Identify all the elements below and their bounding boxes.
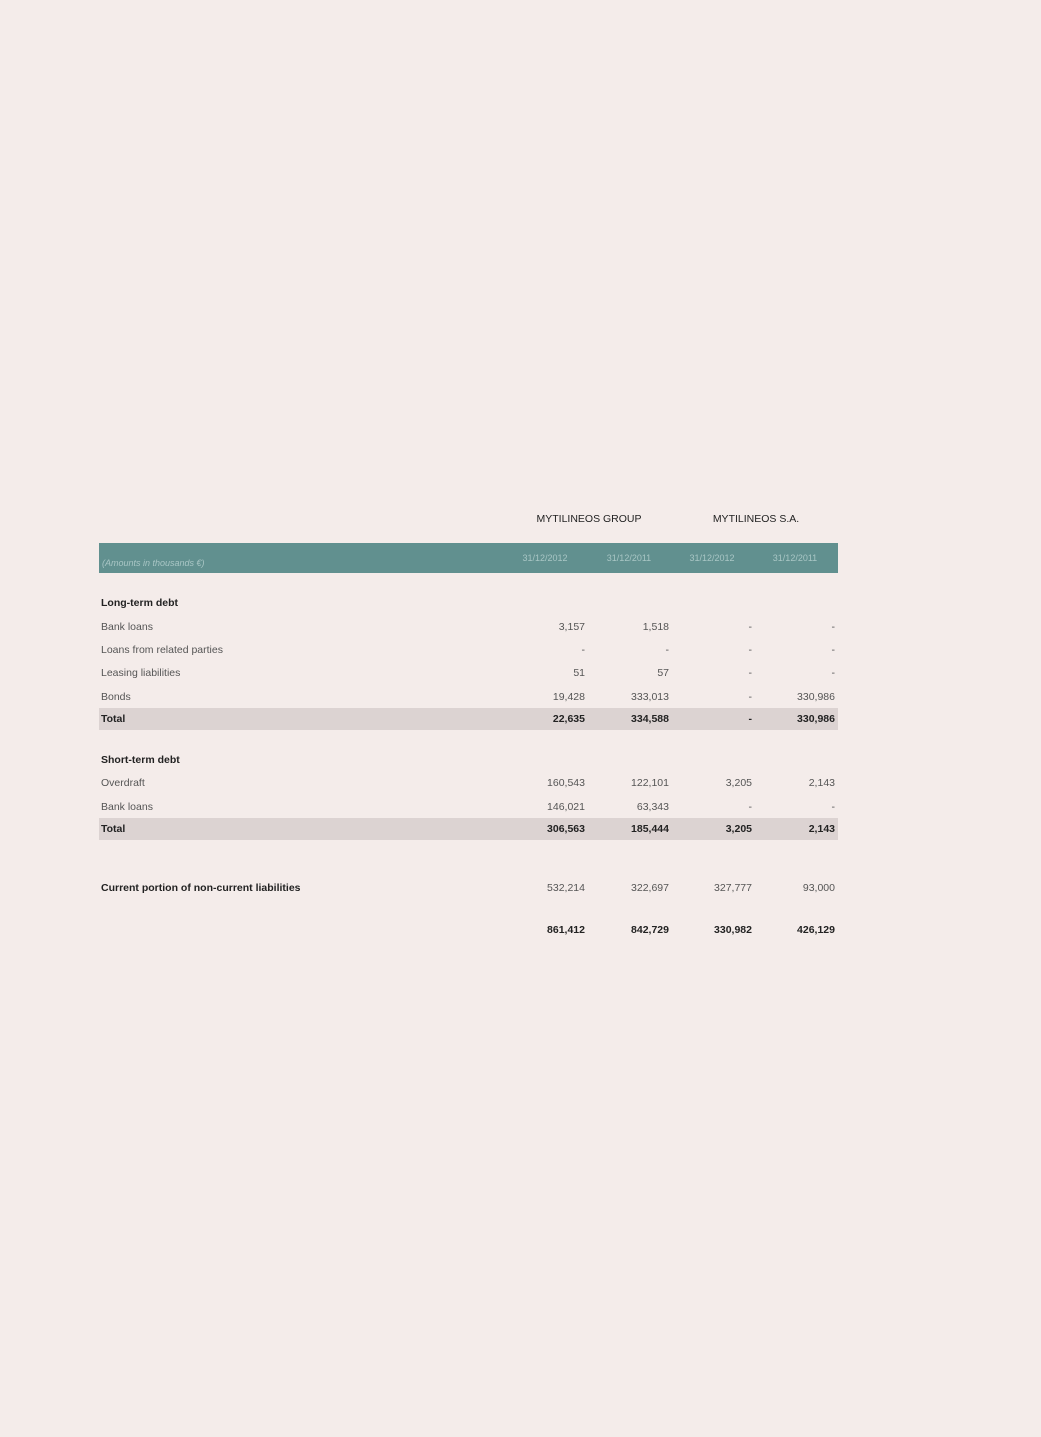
row-label: Loans from related parties	[101, 644, 223, 656]
row-label: Bank loans	[101, 621, 153, 633]
cell-value: 322,697	[631, 882, 669, 894]
table-row	[99, 796, 838, 818]
date-header-group-2011: 31/12/2011	[606, 553, 652, 563]
cell-value: -	[831, 644, 835, 656]
cell-value: -	[581, 644, 585, 656]
cell-value: 2,143	[808, 777, 835, 789]
cell-value: 333,013	[631, 691, 669, 703]
row-label: Bonds	[101, 691, 131, 703]
company-column-header: MYTILINEOS S.A.	[712, 513, 800, 525]
cell-value: 160,543	[547, 777, 585, 789]
date-header-sa-2011: 31/12/2011	[772, 553, 818, 563]
row-label: Bank loans	[101, 801, 153, 813]
section-label: Long-term debt	[101, 597, 178, 609]
cell-value: 22,635	[552, 713, 585, 725]
table-row	[99, 686, 838, 708]
cell-value: 19,428	[552, 691, 585, 703]
cell-value: -	[748, 667, 752, 679]
row-label: Leasing liabilities	[101, 667, 181, 679]
table-row	[99, 662, 838, 684]
cell-value: -	[748, 713, 752, 725]
row-label: Total	[101, 823, 126, 835]
total-row-long-term	[99, 708, 838, 730]
cell-value: 1,518	[642, 621, 669, 633]
cell-value: -	[831, 667, 835, 679]
cell-value: 334,588	[631, 713, 669, 725]
cell-value: 330,982	[714, 924, 752, 936]
row-label: Overdraft	[101, 777, 145, 789]
cell-value: 122,101	[631, 777, 669, 789]
cell-value: 861,412	[547, 924, 585, 936]
cell-value: 330,986	[797, 691, 835, 703]
table-row	[99, 772, 838, 794]
cell-value: 327,777	[714, 882, 752, 894]
cell-value: 426,129	[797, 924, 835, 936]
date-header-group-2012: 31/12/2012	[522, 553, 568, 563]
cell-value: 330,986	[797, 713, 835, 725]
cell-value: -	[665, 644, 669, 656]
section-title-long-term	[99, 592, 838, 614]
cell-value: 185,444	[631, 823, 669, 835]
current-portion-row	[99, 877, 838, 899]
cell-value: -	[748, 801, 752, 813]
cell-value: 842,729	[631, 924, 669, 936]
cell-value: 3,205	[725, 777, 752, 789]
cell-value: 57	[657, 667, 669, 679]
cell-value: 146,021	[547, 801, 585, 813]
section-label: Short-term debt	[101, 754, 180, 766]
table-row	[99, 639, 838, 661]
cell-value: -	[748, 644, 752, 656]
cell-value: -	[831, 801, 835, 813]
cell-value: -	[831, 621, 835, 633]
cell-value: 306,563	[547, 823, 585, 835]
cell-value: 51	[573, 667, 585, 679]
cell-value: 3,157	[558, 621, 585, 633]
date-header-sa-2012: 31/12/2012	[689, 553, 735, 563]
table-header-bar	[99, 543, 838, 573]
row-label: Current portion of non-current liabilities	[101, 882, 301, 894]
total-row-short-term	[99, 818, 838, 840]
row-label: Total	[101, 713, 126, 725]
section-title-short-term	[99, 749, 838, 771]
group-column-header: MYTILINEOS GROUP	[536, 513, 642, 525]
cell-value: 2,143	[808, 823, 835, 835]
cell-value: -	[748, 621, 752, 633]
cell-value: -	[748, 691, 752, 703]
cell-value: 532,214	[547, 882, 585, 894]
amounts-note: (Amounts in thousands €)	[102, 558, 205, 568]
table-row	[99, 616, 838, 638]
cell-value: 3,205	[725, 823, 752, 835]
cell-value: 93,000	[802, 882, 835, 894]
grand-total-row	[99, 919, 838, 941]
cell-value: 63,343	[636, 801, 669, 813]
